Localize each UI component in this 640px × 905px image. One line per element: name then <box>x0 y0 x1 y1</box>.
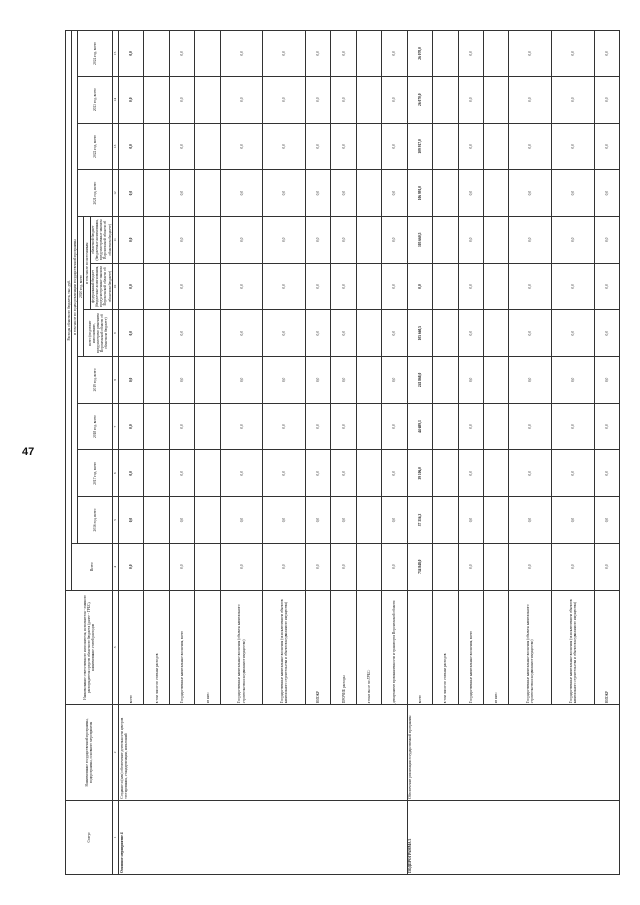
row-value: 0,0 <box>220 76 263 123</box>
row-value <box>144 170 169 217</box>
row-value: 106 991,0 <box>407 170 432 217</box>
row-value: 0,0 <box>458 543 483 590</box>
table-body <box>119 31 620 875</box>
row-value: 0,0 <box>458 31 483 77</box>
row-value: 0,0 <box>458 450 483 497</box>
row-value <box>195 310 220 357</box>
row-value: 0,0 <box>551 310 594 357</box>
row-value <box>483 123 508 170</box>
row-value <box>433 497 458 544</box>
row-value: 0,0 <box>382 310 407 357</box>
row-value: 0,0 <box>119 403 144 450</box>
row-value: 0,0 <box>382 76 407 123</box>
row-value: 0,0 <box>305 357 330 404</box>
row-value <box>483 76 508 123</box>
row-value: 0,0 <box>263 31 306 77</box>
row-value: 0,0 <box>263 76 306 123</box>
row-value: 0,0 <box>263 123 306 170</box>
row-value: 0,0 <box>509 403 552 450</box>
row-value: 0,0 <box>594 31 619 77</box>
header-name: Наименование государственной программы, подпрограммы, основного мероприятия <box>66 705 113 801</box>
row-value: 0,0 <box>509 543 552 590</box>
row-value <box>433 357 458 404</box>
row-value: 0,0 <box>594 543 619 590</box>
row-value: 0,0 <box>220 543 263 590</box>
row-value: 0,0 <box>220 263 263 310</box>
row-value: 0,0 <box>594 216 619 263</box>
row-value: 0,0 <box>263 357 306 404</box>
header-src-federal: федеральный бюджет (бюджетные ассигнования, предусмотренные законом Воронежской области об областном бюджете) <box>90 263 113 310</box>
column-number: 15 <box>113 31 119 77</box>
row-value: 0,0 <box>551 403 594 450</box>
header-2023: 2023 год, всего <box>78 76 113 123</box>
row-value: 0,0 <box>169 263 194 310</box>
row-value <box>195 403 220 450</box>
header-2024: 2024 год, всего <box>78 31 113 77</box>
table-row <box>407 31 432 875</box>
row-value <box>195 170 220 217</box>
row-value: 0,0 <box>305 216 330 263</box>
header-src-total: всего (подлежит исполнению, предусмотрено решением Воронежской области об областном бюджете) <box>84 310 113 357</box>
row-value: 0,0 <box>169 123 194 170</box>
row-value: 0,0 <box>458 263 483 310</box>
row-value: 0,0 <box>509 123 552 170</box>
row-value: 0,0 <box>169 216 194 263</box>
row-value <box>356 403 381 450</box>
row-value: 0,0 <box>551 450 594 497</box>
header-expenses-title: Расходы областного бюджета, тыс. руб. <box>66 31 72 591</box>
row-value: 0,0 <box>331 497 356 544</box>
row-value: 26 070,0 <box>407 76 432 123</box>
row-value: 0,0 <box>551 123 594 170</box>
page-number: 47 <box>22 446 35 458</box>
row-value <box>144 263 169 310</box>
row-value <box>356 310 381 357</box>
row-value: 0,0 <box>119 310 144 357</box>
row-value: 0,0 <box>169 76 194 123</box>
row-value: 0,0 <box>305 263 330 310</box>
row-value <box>433 76 458 123</box>
row-label: НИОКР <box>305 590 330 705</box>
row-value: 0,0 <box>119 216 144 263</box>
row-value <box>144 403 169 450</box>
column-number: 9 <box>113 310 119 357</box>
row-value: 0,0 <box>509 263 552 310</box>
row-value: 0,0 <box>305 170 330 217</box>
row-value <box>144 310 169 357</box>
row-label: Государственные капитальные вложения (за исключением объектов капитального строительства и объектов недвижимого имущества) <box>263 590 306 705</box>
column-number: 11 <box>113 216 119 263</box>
row-value <box>195 123 220 170</box>
column-number: 2 <box>113 705 119 801</box>
column-number: 1 <box>113 800 119 874</box>
row-value <box>144 450 169 497</box>
row-label: департамент промышленности и транспорта Воронежской области <box>382 590 407 705</box>
row-value: 0,0 <box>220 170 263 217</box>
row-value <box>433 216 458 263</box>
column-number: 8 <box>113 357 119 404</box>
row-value: 0,0 <box>458 123 483 170</box>
row-label: из них: <box>483 590 508 705</box>
row-value: 0,0 <box>509 450 552 497</box>
row-value <box>483 263 508 310</box>
header-2018: 2018 год, всего <box>78 403 113 450</box>
header-executor: Наименование ответственного исполнителя, исполнителя - главного распорядителя средств областного бюджета (далее - ГРБС), наименование статей расходов <box>66 590 113 705</box>
header-2017: 2017 год, всего <box>78 450 113 497</box>
row-value: 241 868,0 <box>407 357 432 404</box>
row-value <box>195 263 220 310</box>
row-value: 0,0 <box>458 310 483 357</box>
row-value <box>195 216 220 263</box>
row-value: 0,0 <box>220 497 263 544</box>
row-value <box>144 216 169 263</box>
row-value: 0,0 <box>263 450 306 497</box>
row-value <box>356 263 381 310</box>
row-value: 0,0 <box>458 216 483 263</box>
column-number: 10 <box>113 263 119 310</box>
column-number: 3 <box>113 590 119 705</box>
row-value: 0,0 <box>382 123 407 170</box>
row-value: 0,0 <box>263 543 306 590</box>
row-value <box>483 357 508 404</box>
row-value: 0,0 <box>119 123 144 170</box>
row-value: 0,0 <box>382 450 407 497</box>
row-value: 105 660,5 <box>407 216 432 263</box>
row-label: в том числе по статьям расходов <box>144 590 169 705</box>
row-value <box>356 123 381 170</box>
row-value: 0,0 <box>169 403 194 450</box>
row-value: 0,0 <box>594 123 619 170</box>
row-value <box>195 31 220 77</box>
row-value: 0,0 <box>263 263 306 310</box>
row-value: 0,0 <box>382 403 407 450</box>
row-value: 0,0 <box>220 450 263 497</box>
row-value <box>483 310 508 357</box>
row-label: Государственные капитальные вложения (объекты капитального строительства и недвижимое имущество) <box>220 590 263 705</box>
row-value: 0,0 <box>382 497 407 544</box>
header-2022: 2022 год, всего <box>78 123 113 170</box>
row-value: 0,0 <box>509 76 552 123</box>
row-value: 0,0 <box>220 31 263 77</box>
row-value <box>433 31 458 77</box>
row-value: 0,0 <box>169 543 194 590</box>
row-value: 0,0 <box>594 357 619 404</box>
row-value <box>195 543 220 590</box>
header-of-which-sources: в том числе по источникам <box>84 216 90 309</box>
row-value <box>144 497 169 544</box>
row-value <box>483 450 508 497</box>
row-value <box>144 357 169 404</box>
column-number: 6 <box>113 450 119 497</box>
row-value: 0,0 <box>263 403 306 450</box>
row-value: 0,0 <box>551 263 594 310</box>
row-value: 0,0 <box>551 357 594 404</box>
row-label: Государственные капитальные вложения (объекты капитального строительства и недвижимое имущество) <box>509 590 552 705</box>
row-value <box>144 543 169 590</box>
row-value: 0,0 <box>119 497 144 544</box>
row-value <box>356 31 381 77</box>
row-value <box>433 123 458 170</box>
row-value: 0,0 <box>220 403 263 450</box>
row-value: 0,0 <box>458 403 483 450</box>
row-value: 44 689,3 <box>407 403 432 450</box>
row-value: 0,0 <box>331 76 356 123</box>
row-label: Государственные капитальные вложения, всего <box>458 590 483 705</box>
row-value <box>433 170 458 217</box>
row-value: 0,0 <box>509 31 552 77</box>
column-number: 12 <box>113 170 119 217</box>
row-value: 0,0 <box>458 497 483 544</box>
row-value: 0,0 <box>169 497 194 544</box>
row-value: 0,0 <box>169 170 194 217</box>
row-value: 0,0 <box>169 31 194 77</box>
row-label: Государственные капитальные вложения, всего <box>169 590 194 705</box>
row-value: 0,0 <box>169 310 194 357</box>
row-value: 0,0 <box>331 450 356 497</box>
row-label: всего <box>407 590 432 705</box>
row-value <box>433 450 458 497</box>
header-2021: 2021 год, всего <box>78 170 113 217</box>
row-value: 0,0 <box>305 450 330 497</box>
row-value: 0,0 <box>263 170 306 217</box>
row-status: ПОДПРОГРАММА 5 <box>407 800 619 874</box>
header-total: Всего <box>72 543 113 590</box>
column-number: 7 <box>113 403 119 450</box>
rotated-table-container <box>65 30 620 875</box>
row-value: 0,0 <box>509 310 552 357</box>
row-value: 0,0 <box>594 403 619 450</box>
row-value <box>195 497 220 544</box>
row-value: 0,0 <box>551 543 594 590</box>
row-status: Основное мероприятие 4 <box>119 800 408 874</box>
row-value: 0,0 <box>305 123 330 170</box>
row-value: 0,0 <box>458 357 483 404</box>
row-value: 0,0 <box>305 543 330 590</box>
row-value <box>433 263 458 310</box>
row-value <box>483 497 508 544</box>
row-value: 0,0 <box>407 263 432 310</box>
row-label: НИОКР <box>594 590 619 705</box>
row-value: 26 070,0 <box>407 31 432 77</box>
row-value <box>356 357 381 404</box>
row-label: всего <box>119 590 144 705</box>
header-src-regional: областной бюджет (бюджетные ассигнования, предусмотренные законом Воронежской области об областном бюджете) <box>90 216 113 263</box>
row-value: 0,0 <box>551 497 594 544</box>
row-value: 0,0 <box>509 497 552 544</box>
row-value: 0,0 <box>305 403 330 450</box>
row-value: 0,0 <box>263 310 306 357</box>
row-program-name: Обеспечение реализации государственной программы <box>407 705 619 801</box>
column-number: 4 <box>113 543 119 590</box>
row-value: 105 660,5 <box>407 310 432 357</box>
row-value <box>195 357 220 404</box>
column-number: 5 <box>113 497 119 544</box>
row-value: 0,0 <box>331 170 356 217</box>
row-value: 0,0 <box>119 450 144 497</box>
row-value: 109 917,0 <box>407 123 432 170</box>
row-label: в том числе по ГРБС: <box>356 590 381 705</box>
row-value: 0,0 <box>594 450 619 497</box>
row-label: Государственные капитальные вложения (за исключением объектов капитального строительства и объектов недвижимого имущества) <box>551 590 594 705</box>
table-row <box>119 31 144 875</box>
row-value: 0,0 <box>382 170 407 217</box>
row-value <box>433 543 458 590</box>
row-value <box>483 31 508 77</box>
row-value: 0,0 <box>331 123 356 170</box>
row-value: 0,0 <box>220 123 263 170</box>
row-value: 0,0 <box>119 170 144 217</box>
row-value: 0,0 <box>458 170 483 217</box>
row-value: 0,0 <box>169 450 194 497</box>
row-value: 0,0 <box>551 76 594 123</box>
row-value: 0,0 <box>551 216 594 263</box>
row-value: 0,0 <box>305 31 330 77</box>
row-value: 0,0 <box>594 76 619 123</box>
row-value <box>433 310 458 357</box>
row-value: 0,0 <box>119 357 144 404</box>
row-value: 0,0 <box>220 216 263 263</box>
row-value: 39 106,0 <box>407 450 432 497</box>
row-value: 0,0 <box>382 31 407 77</box>
row-value <box>483 170 508 217</box>
row-value: 0,0 <box>263 497 306 544</box>
row-value: 0,0 <box>509 357 552 404</box>
row-value <box>356 76 381 123</box>
row-value <box>356 450 381 497</box>
row-value: 0,0 <box>509 170 552 217</box>
row-value <box>195 76 220 123</box>
header-status: Статус <box>66 800 113 874</box>
row-value <box>144 76 169 123</box>
row-value: 0,0 <box>119 543 144 590</box>
column-number: 13 <box>113 123 119 170</box>
row-value: 0,0 <box>594 263 619 310</box>
row-value <box>483 216 508 263</box>
row-value <box>433 403 458 450</box>
row-value: 734 848,0 <box>407 543 432 590</box>
header-2019: 2019 год, всего <box>78 357 113 404</box>
row-value <box>356 543 381 590</box>
column-number: 14 <box>113 76 119 123</box>
row-value: 0,0 <box>382 543 407 590</box>
row-value: 0,0 <box>119 31 144 77</box>
row-value: 0,0 <box>331 263 356 310</box>
row-value <box>356 170 381 217</box>
row-value: 0,0 <box>263 216 306 263</box>
row-label: ПРОЧИЕ расходы <box>331 590 356 705</box>
header-by-years: в том числе по годам реализации государственной программы <box>72 31 78 544</box>
header-2016: 2016 год, всего <box>78 497 113 544</box>
row-value: 0,0 <box>331 357 356 404</box>
row-value: 0,0 <box>331 31 356 77</box>
row-value <box>356 216 381 263</box>
row-value: 0,0 <box>169 357 194 404</box>
row-value <box>483 543 508 590</box>
row-value <box>144 123 169 170</box>
row-value: 0,0 <box>305 310 330 357</box>
row-value <box>195 450 220 497</box>
row-value: 0,0 <box>305 76 330 123</box>
row-value: 0,0 <box>594 497 619 544</box>
row-label: в том числе по статьям расходов <box>433 590 458 705</box>
row-value: 0,0 <box>382 216 407 263</box>
header-2020: 2020 год, всего <box>78 216 84 356</box>
row-value: 0,0 <box>509 216 552 263</box>
row-value <box>356 497 381 544</box>
row-value <box>144 31 169 77</box>
row-value: 0,0 <box>458 76 483 123</box>
row-value: 0,0 <box>220 310 263 357</box>
budget-table <box>65 30 620 875</box>
row-value: 0,0 <box>220 357 263 404</box>
row-value: 0,0 <box>305 497 330 544</box>
row-value: 0,0 <box>119 76 144 123</box>
row-value: 0,0 <box>382 357 407 404</box>
row-value: 0,0 <box>331 543 356 590</box>
row-value <box>483 403 508 450</box>
row-label: из них: <box>195 590 220 705</box>
row-value: 0,0 <box>119 263 144 310</box>
row-value: 0,0 <box>331 310 356 357</box>
row-value: 0,0 <box>382 263 407 310</box>
row-program-name: Создание и (или) обеспечение деятельности центров тестирования, стандартизации, испытаний <box>119 705 408 801</box>
row-value: 0,0 <box>594 170 619 217</box>
row-value: 0,0 <box>551 170 594 217</box>
row-value: 37 316,3 <box>407 497 432 544</box>
row-value: 0,0 <box>594 310 619 357</box>
row-value: 0,0 <box>331 216 356 263</box>
row-value: 0,0 <box>551 31 594 77</box>
row-value: 0,0 <box>331 403 356 450</box>
